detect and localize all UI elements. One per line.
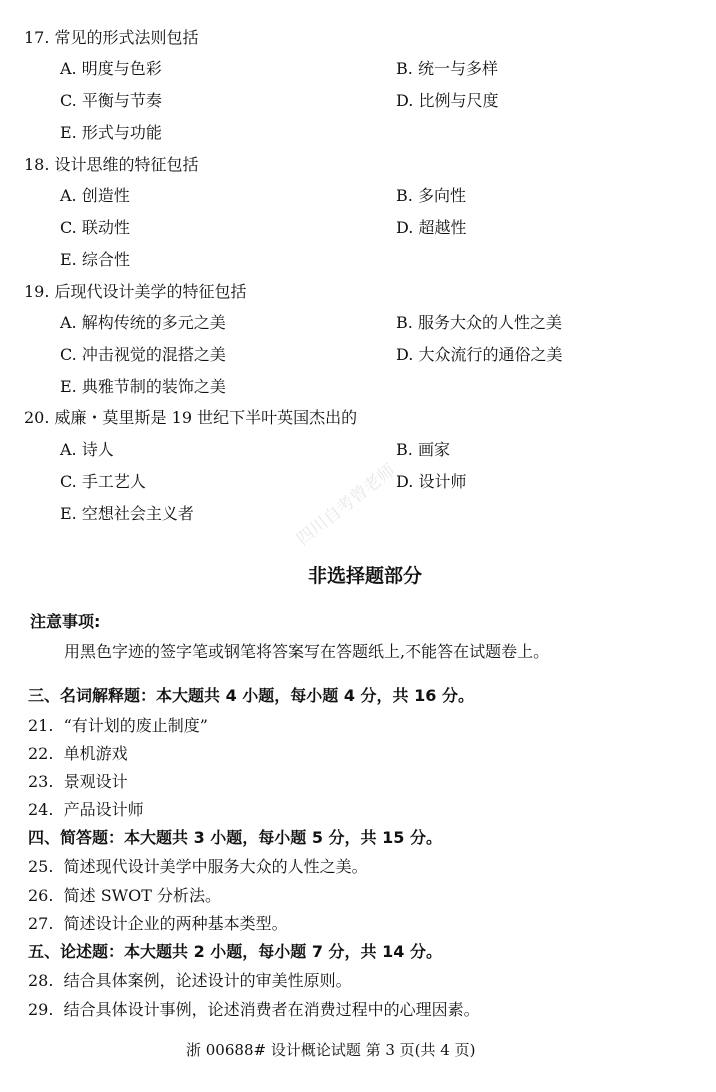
option-18a: A. 创造性 xyxy=(60,186,130,205)
item-24: 24. 产品设计师 xyxy=(28,800,144,819)
option-20d: D. 设计师 xyxy=(396,472,467,491)
section-heading-3: 三、名词解释题：本大题共 4 小题，每小题 4 分，共 16 分。 xyxy=(28,686,474,705)
option-19d: D. 大众流行的通俗之美 xyxy=(396,345,563,364)
option-20b: B. 画家 xyxy=(396,440,450,459)
question-number: 18. xyxy=(24,155,50,174)
item-28: 28. 结合具体案例，论述设计的审美性原则。 xyxy=(28,971,352,990)
question-number: 17. xyxy=(24,28,50,47)
option-17d: D. 比例与尺度 xyxy=(396,91,499,110)
item-23: 23. 景观设计 xyxy=(28,772,128,791)
item-26: 26. 简述 SWOT 分析法。 xyxy=(28,886,221,905)
option-20a: A. 诗人 xyxy=(60,440,114,459)
option-19c: C. 冲击视觉的混搭之美 xyxy=(60,345,226,364)
page-footer: 浙 00688# 设计概论试题 第 3 页(共 4 页) xyxy=(186,1041,476,1059)
notice-title: 注意事项: xyxy=(30,612,101,631)
option-17e: E. 形式与功能 xyxy=(60,123,162,142)
option-20e: E. 空想社会主义者 xyxy=(60,504,194,523)
question-18 xyxy=(24,155,199,175)
question-19 xyxy=(24,282,247,302)
option-17a: A. 明度与色彩 xyxy=(60,59,162,78)
item-21: 21. “有计划的废止制度” xyxy=(28,716,208,735)
option-18c: C. 联动性 xyxy=(60,218,130,237)
question-stem: 常见的形式法则包括 xyxy=(54,28,199,47)
option-17b: B. 统一与多样 xyxy=(396,59,498,78)
watermark: 四川自考曾老师 xyxy=(293,460,400,550)
question-stem: 威廉・莫里斯是 19 世纪下半叶英国杰出的 xyxy=(54,408,358,427)
item-22: 22. 单机游戏 xyxy=(28,744,128,763)
question-17 xyxy=(24,28,199,48)
option-20c: C. 手工艺人 xyxy=(60,472,146,491)
item-27: 27. 简述设计企业的两种基本类型。 xyxy=(28,914,288,933)
option-19e: E. 典雅节制的装饰之美 xyxy=(60,377,226,396)
option-18b: B. 多向性 xyxy=(396,186,466,205)
question-number: 20. xyxy=(24,408,50,427)
section-heading-5: 五、论述题：本大题共 2 小题，每小题 7 分，共 14 分。 xyxy=(28,942,442,961)
option-19b: B. 服务大众的人性之美 xyxy=(396,313,562,332)
question-stem: 后现代设计美学的特征包括 xyxy=(54,282,247,301)
part-title: 非选择题部分 xyxy=(308,565,423,587)
question-20 xyxy=(24,408,357,428)
section-heading-4: 四、简答题：本大题共 3 小题，每小题 5 分，共 15 分。 xyxy=(28,828,442,847)
question-number: 19. xyxy=(24,282,50,301)
item-25: 25. 简述现代设计美学中服务大众的人性之美。 xyxy=(28,857,368,876)
option-17c: C. 平衡与节奏 xyxy=(60,91,162,110)
item-29: 29. 结合具体设计事例，论述消费者在消费过程中的心理因素。 xyxy=(28,1000,480,1019)
option-18e: E. 综合性 xyxy=(60,250,130,269)
question-stem: 设计思维的特征包括 xyxy=(54,155,199,174)
option-19a: A. 解构传统的多元之美 xyxy=(60,313,226,332)
notice-text: 用黑色字迹的签字笔或钢笔将答案写在答题纸上,不能答在试题卷上。 xyxy=(64,642,550,661)
option-18d: D. 超越性 xyxy=(396,218,467,237)
